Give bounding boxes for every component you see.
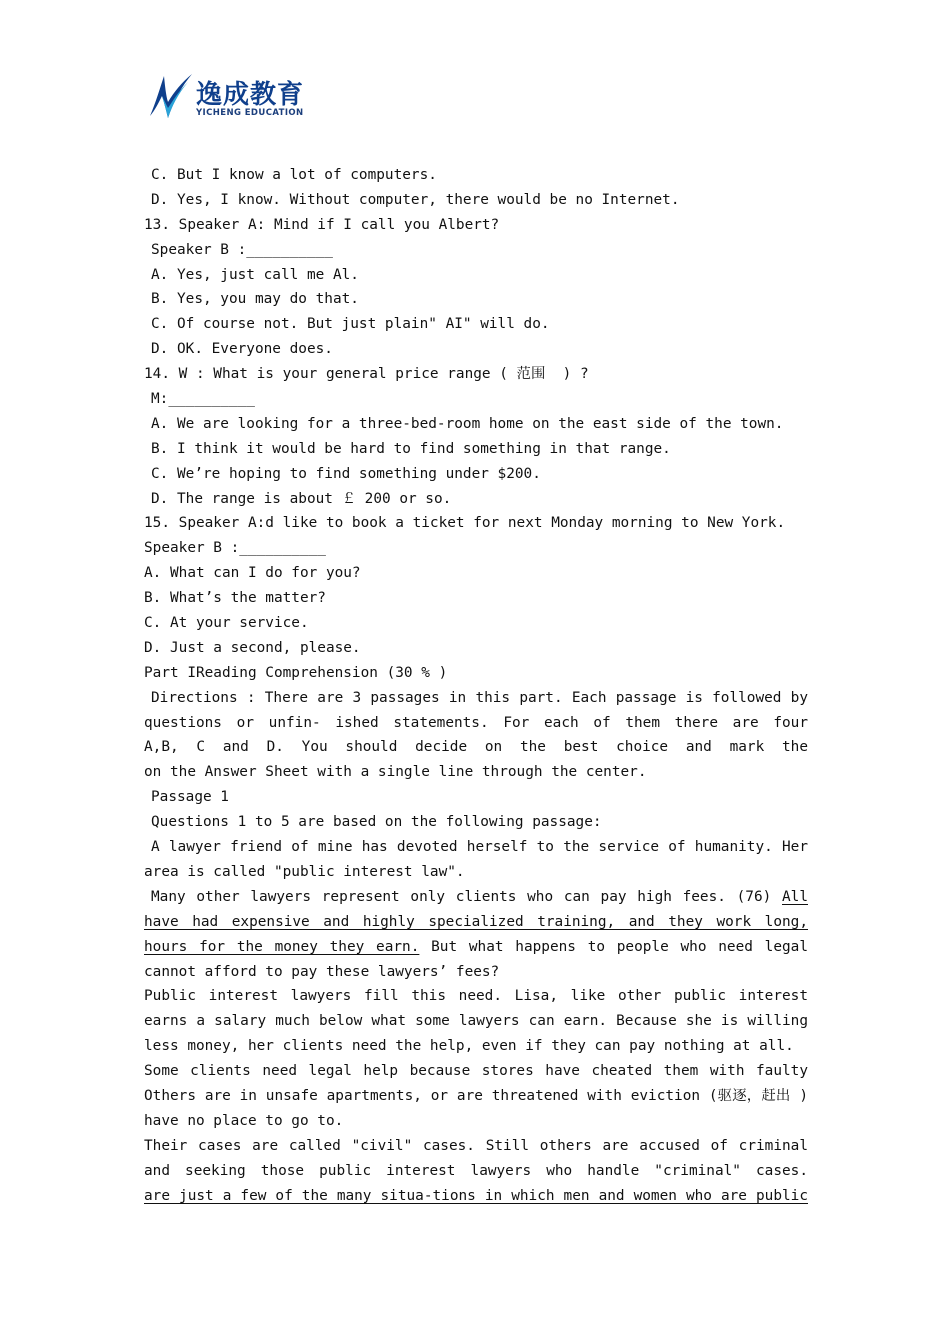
question-line: 14. W : What is your general price range ( 范围 ) ?	[144, 366, 589, 383]
directions-line: questions or unfin- ished statements. For each of them there are four	[144, 714, 808, 731]
passage-line: Public interest lawyers fill this need. Lisa, like other public interest	[144, 988, 808, 1005]
passage-text: But what happens to people who need legal	[431, 938, 808, 955]
passage-line: cannot afford to pay these lawyers’ fees?	[144, 963, 500, 980]
passage-line: Their cases are called "civil" cases. Still others are accused of criminal	[144, 1137, 808, 1154]
option-line: C. But I know a lot of computers.	[151, 167, 437, 183]
passage-title: Passage 1	[151, 789, 229, 806]
passage-line: area is called "public interest law".	[144, 863, 465, 880]
company-logo	[148, 72, 318, 122]
underlined-sentence-76: have had expensive and highly specialized training, and they work long,	[144, 913, 808, 930]
option-line: B. I think it would be hard to find something in that range.	[151, 440, 671, 457]
option-line: A. What can I do for you?	[144, 565, 361, 582]
passage-line	[144, 885, 808, 910]
option-line: D. Yes, I know. Without computer, there would be no Internet.	[151, 191, 680, 208]
passage-line: A lawyer friend of mine has devoted herself to the service of humanity. Her	[151, 839, 808, 856]
logo-text-cn: 逸成教育	[196, 80, 305, 110]
passage-line	[144, 935, 808, 960]
answer-blank-line: Speaker B :__________	[151, 241, 333, 258]
directions-line: Directions : There are 3 passages in this part. Each passage is followed by	[151, 689, 808, 706]
option-line: B. What’s the matter?	[144, 590, 326, 607]
swoosh-logo-icon	[148, 72, 194, 122]
passage-text: and seeking those public interest lawyers who handle "criminal" cases.	[144, 1162, 808, 1179]
passage-line: Some clients need legal help because stores have cheated them with faulty	[144, 1063, 808, 1080]
underlined-sentence-76: hours for the money they earn.	[144, 938, 420, 955]
passage-line: less money, her clients need the help, even if they can pay nothing at all.	[144, 1038, 794, 1055]
passage-instruction: Questions 1 to 5 are based on the following passage:	[151, 814, 602, 831]
directions-line: A,B, C and D. You should decide on the best choice and mark the	[144, 739, 808, 756]
passage-line: have no place to go to.	[144, 1112, 344, 1129]
option-line: C. Of course not. But just plain" AI" will do.	[151, 316, 550, 333]
directions-line: on the Answer Sheet with a single line through the center.	[144, 764, 647, 781]
option-line: D. OK. Everyone does.	[151, 341, 333, 358]
option-line: B. Yes, you may do that.	[151, 291, 359, 308]
option-line: C. At your service.	[144, 615, 309, 632]
option-line: A. We are looking for a three-bed-room home on the east side of the town.	[151, 415, 784, 432]
passage-line	[144, 1159, 808, 1184]
question-line: 13. Speaker A: Mind if I call you Albert?	[144, 216, 500, 233]
document-body	[144, 163, 808, 1208]
option-line: D. Just a second, please.	[144, 639, 361, 656]
option-line: A. Yes, just call me Al.	[151, 266, 359, 283]
underlined-sentence-77: are just a few of the many situa-tions in which men and women who are public	[144, 1187, 808, 1204]
option-line: C. We’re hoping to find something under $200.	[151, 465, 541, 482]
question-line: 15. Speaker A:d like to book a ticket for next Monday morning to New York.	[144, 515, 786, 532]
passage-line: Others are in unsafe apartments, or are threatened with eviction (驱逐，赶出 )	[144, 1087, 808, 1104]
section-heading: Part IReading Comprehension (30 % )	[144, 664, 448, 681]
logo-text-en: YICHENG EDUCATION	[196, 108, 304, 118]
answer-blank-line: M:__________	[151, 391, 255, 408]
underlined-sentence-76: All	[782, 888, 808, 905]
option-line: D. The range is about ￡ 200 or so.	[151, 490, 452, 507]
answer-blank-line: Speaker B :__________	[144, 540, 326, 557]
passage-text: Many other lawyers represent only clients who can pay high fees. (76)	[151, 888, 782, 905]
passage-line: earns a salary much below what some lawyers can earn. Because she is willing	[144, 1013, 808, 1030]
